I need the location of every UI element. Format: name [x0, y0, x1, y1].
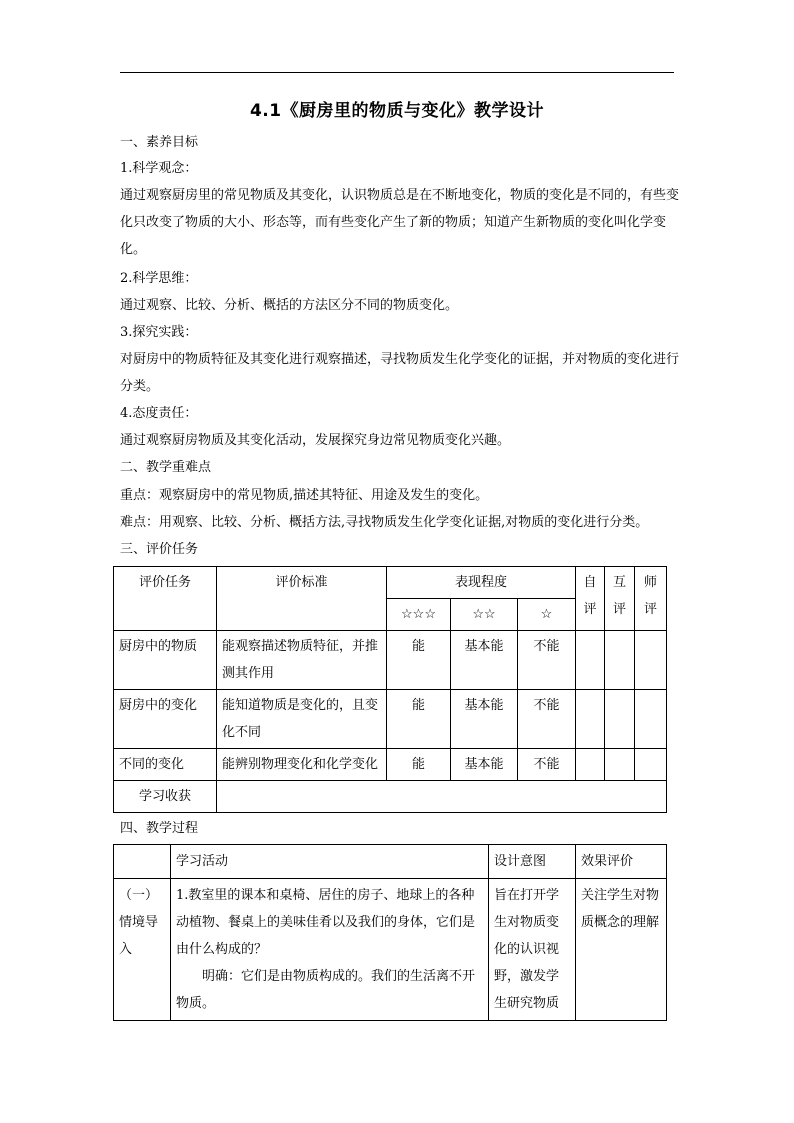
- level-3-cell: 能: [387, 690, 451, 749]
- activity-question: 1.教室里的课本和桌椅、居住的房子、地球上的各种动植物、餐桌上的美味佳肴以及我们的身体，它们是由什么构成的？: [176, 888, 476, 957]
- activity-clarification: 明确：它们是由物质构成的。我们的生活离不开物质。: [176, 969, 476, 1011]
- goal-2-heading: 2.科学思维：: [120, 271, 198, 286]
- task-cell: 厨房中的物质: [114, 631, 217, 690]
- harvest-label: 学习收获: [114, 781, 217, 813]
- peer-eval-cell[interactable]: [605, 749, 635, 781]
- header-rule: [120, 72, 674, 73]
- table-row: [114, 879, 667, 1021]
- goal-3-heading: 3.探究实践：: [120, 325, 198, 340]
- effect-cell: 关注学生对物质概念的理解: [576, 879, 667, 1021]
- header-stars-3: ☆☆☆: [387, 599, 451, 631]
- header-teacher: 师评: [635, 567, 667, 631]
- standard-cell: 能知道物质是变化的，且变化不同: [217, 690, 387, 749]
- table-row: [114, 631, 667, 690]
- activity-cell: [171, 879, 489, 1021]
- header-intent: 设计意图: [489, 845, 576, 879]
- header-activity: 学习活动: [171, 845, 489, 879]
- table-row: [114, 690, 667, 749]
- teacher-eval-cell[interactable]: [635, 749, 667, 781]
- header-standard: 评价标准: [217, 567, 387, 631]
- difficult-point-text: 难点：用观察、比较、分析、概括方法,寻找物质发生化学变化证据,对物质的变化进行分类。: [120, 515, 649, 530]
- section-evaluation-heading: 三、评价任务: [120, 542, 199, 557]
- standard-cell: 能辨别物理变化和化学变化: [217, 749, 387, 781]
- header-effect: 效果评价: [576, 845, 667, 879]
- table-row: [114, 749, 667, 781]
- peer-eval-cell[interactable]: [605, 631, 635, 690]
- self-eval-cell[interactable]: [576, 631, 605, 690]
- level-3-cell: 能: [387, 749, 451, 781]
- stage-cell: （一）情境导入: [114, 879, 171, 1021]
- header-task: 评价任务: [114, 567, 217, 631]
- task-cell: 不同的变化: [114, 749, 217, 781]
- intent-cell: 旨在打开学生对物质变化的认识视野，激发学生研究物质: [489, 879, 576, 1021]
- goal-1-heading: 1.科学观念：: [120, 161, 198, 176]
- peer-eval-cell[interactable]: [605, 690, 635, 749]
- self-eval-cell[interactable]: [576, 690, 605, 749]
- level-2-cell: 基本能: [451, 631, 518, 690]
- page-title: 4.1《厨房里的物质与变化》教学设计: [249, 101, 545, 121]
- header-peer: 互评: [605, 567, 635, 631]
- process-table: [113, 844, 667, 1021]
- header-level: 表现程度: [387, 567, 576, 599]
- level-2-cell: 基本能: [451, 749, 518, 781]
- goal-4-text: 通过观察厨房物质及其变化活动，发展探究身边常见物质变化兴趣。: [120, 433, 511, 448]
- level-3-cell: 能: [387, 631, 451, 690]
- header-stage: [114, 845, 171, 879]
- section-goals-heading: 一、素养目标: [120, 135, 199, 150]
- goal-2-text: 通过观察、比较、分析、概括的方法区分不同的物质变化。: [120, 298, 459, 313]
- standard-cell: 能观察描述物质特征，并推测其作用: [217, 631, 387, 690]
- header-stars-1: ☆: [518, 599, 576, 631]
- goal-3-text: 对厨房中的物质特征及其变化进行观察描述，寻找物质发生化学变化的证据，并对物质的变化进行分类。: [120, 352, 680, 394]
- key-point-text: 重点：观察厨房中的常见物质,描述其特征、用途及发生的变化。: [120, 488, 489, 503]
- header-self: 自评: [576, 567, 605, 631]
- teacher-eval-cell[interactable]: [635, 631, 667, 690]
- teacher-eval-cell[interactable]: [635, 690, 667, 749]
- level-1-cell: 不能: [518, 749, 576, 781]
- task-cell: 厨房中的变化: [114, 690, 217, 749]
- harvest-cell[interactable]: [217, 781, 667, 813]
- goal-4-heading: 4.态度责任：: [120, 406, 198, 421]
- level-1-cell: 不能: [518, 690, 576, 749]
- header-stars-2: ☆☆: [451, 599, 518, 631]
- level-1-cell: 不能: [518, 631, 576, 690]
- section-process-heading: 四、教学过程: [120, 821, 199, 836]
- evaluation-table: [113, 566, 667, 813]
- section-key-points-heading: 二、教学重难点: [120, 460, 212, 475]
- goal-1-text: 通过观察厨房里的常见物质及其变化，认识物质总是在不断地变化，物质的变化是不同的，有些变化只改变了物质的大小、形态等，而有些变化产生了新的物质；知道产生新物质的变化叫化学变化。: [120, 188, 680, 257]
- self-eval-cell[interactable]: [576, 749, 605, 781]
- level-2-cell: 基本能: [451, 690, 518, 749]
